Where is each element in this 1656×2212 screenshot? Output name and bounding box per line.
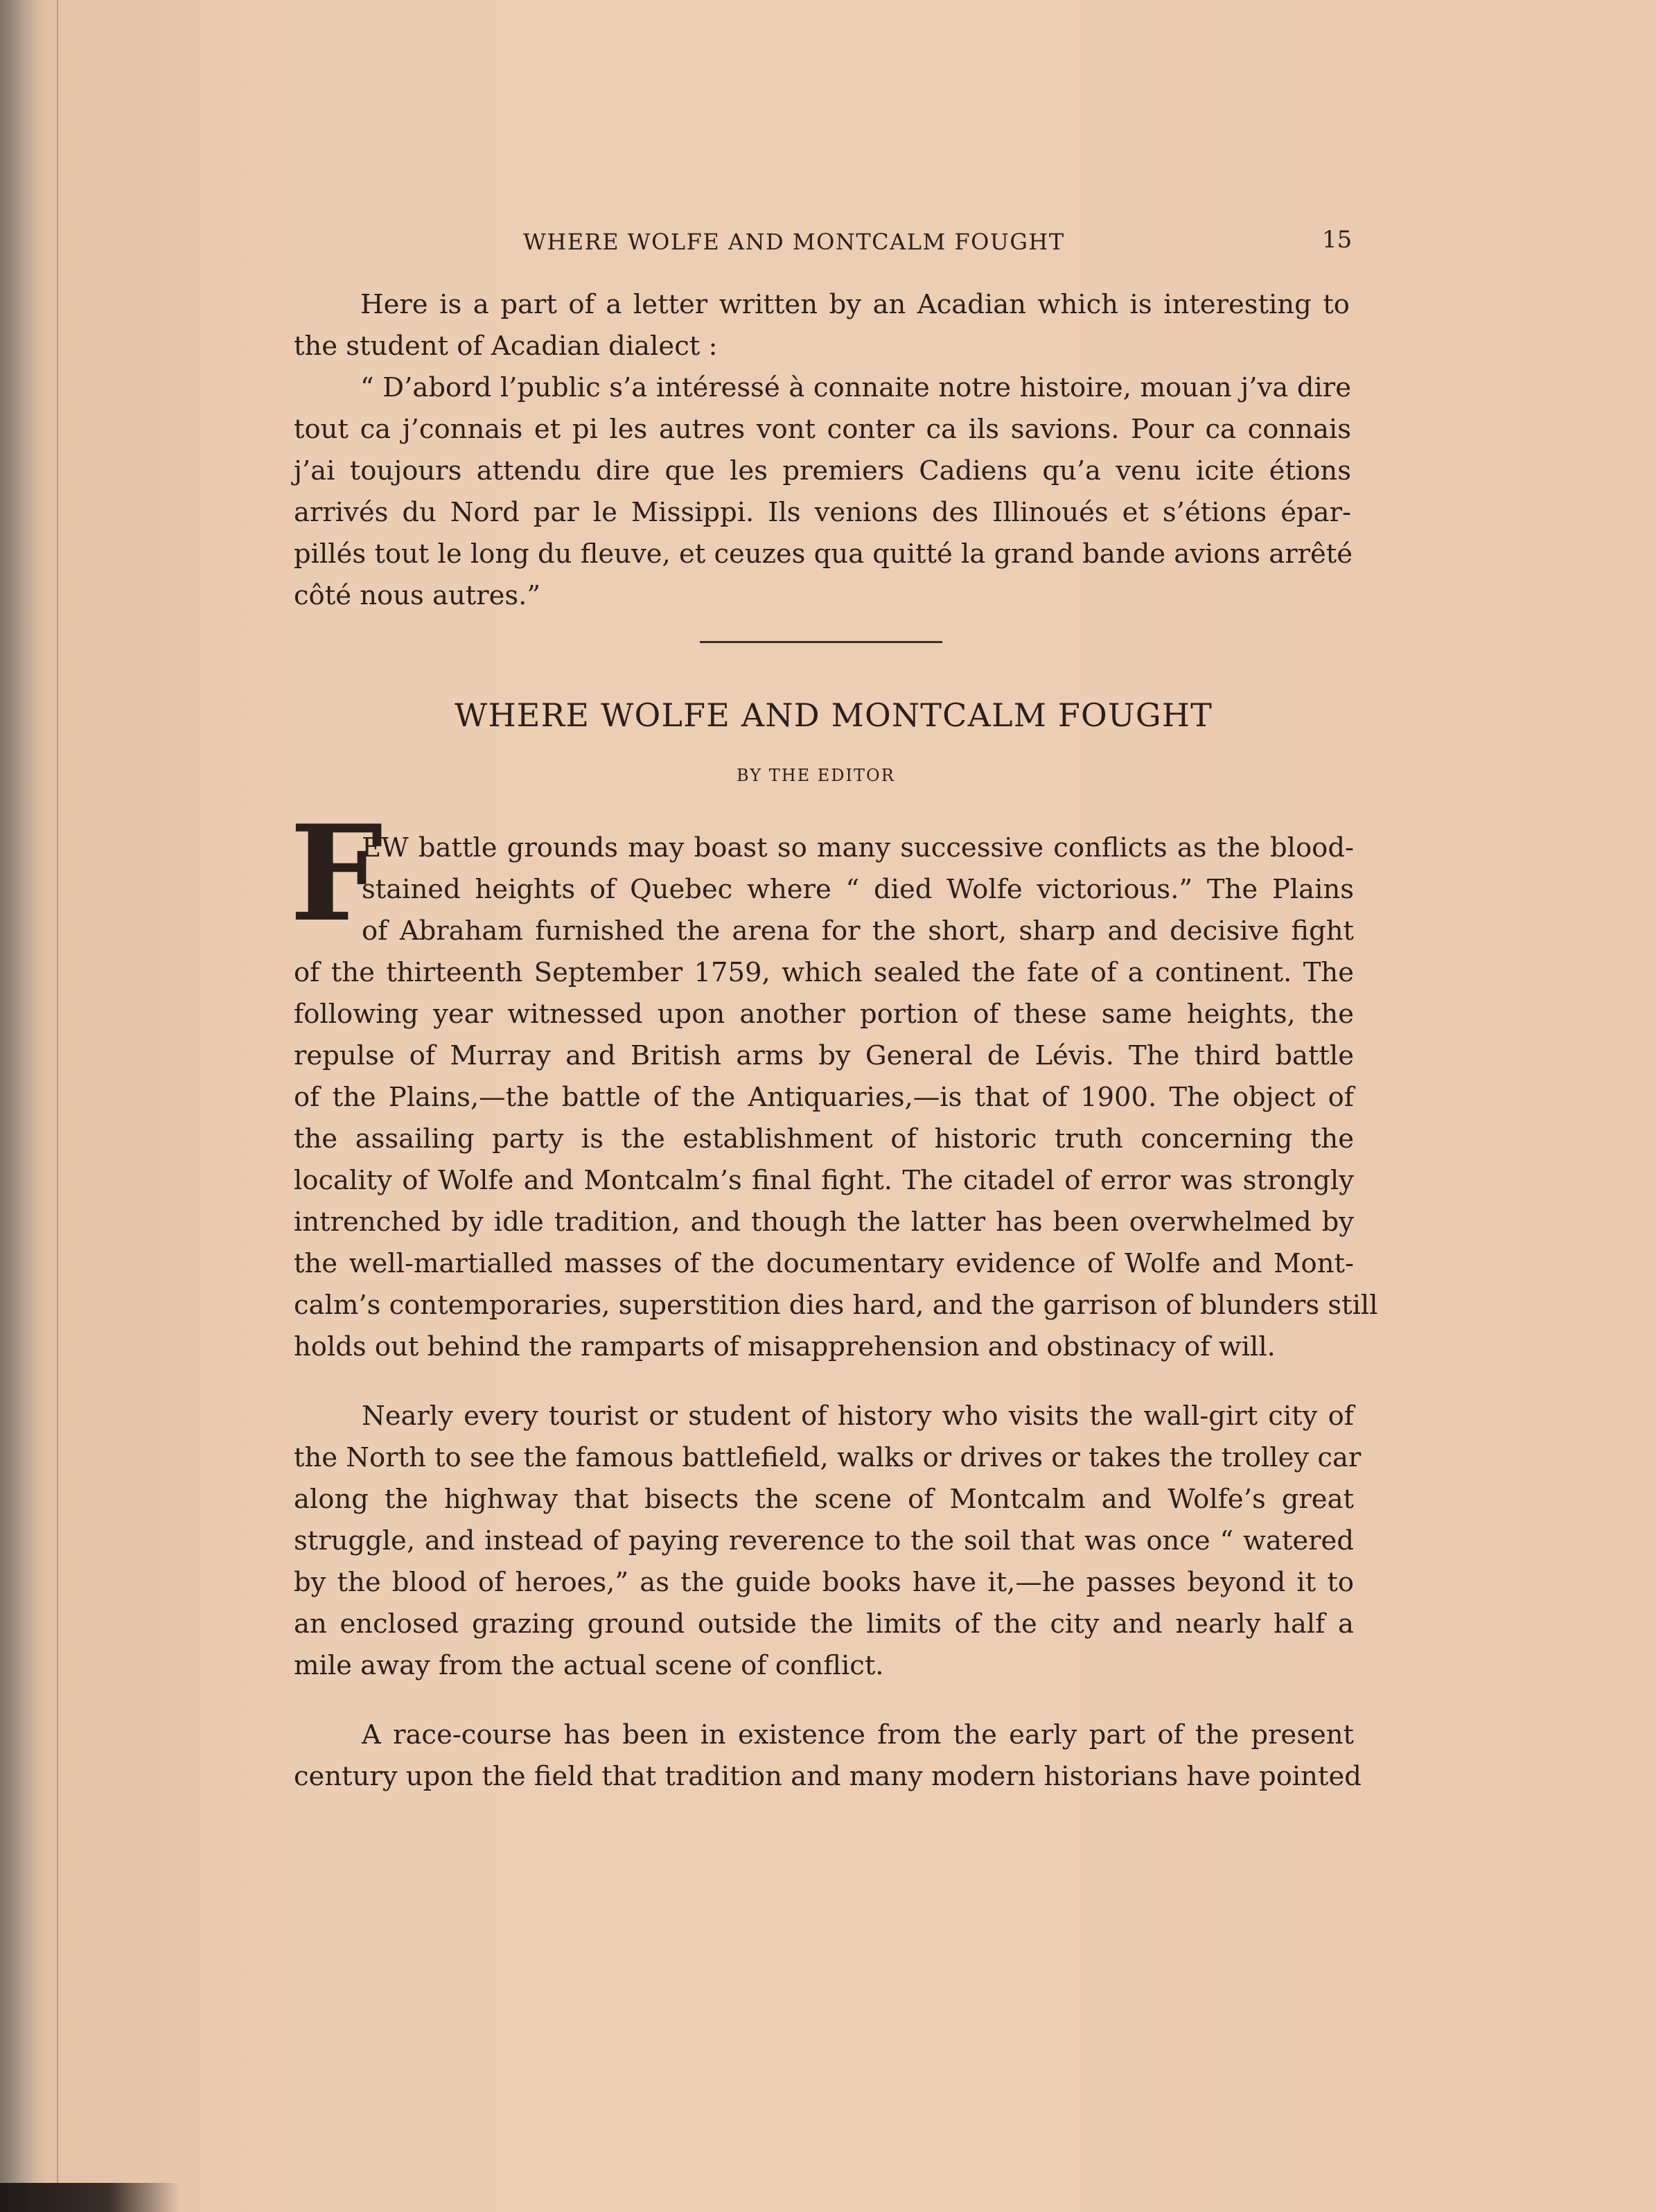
paragraph-line: struggle, and instead of paying reverence to the soil that was once “ watered xyxy=(294,1525,1354,1556)
paragraph-line: Nearly every tourist or student of history who visits the wall-girt city of xyxy=(362,1401,1354,1432)
paragraph-line: EW battle grounds may boast so many successive conflicts as the blood- xyxy=(362,832,1354,863)
byline: BY THE EDITOR xyxy=(737,766,895,785)
paragraph-line: the well-martialled masses of the documentary evidence of Wolfe and Mont- xyxy=(294,1248,1354,1279)
quote-line: tout ca j’connais et pi les autres vont conter ca ils savions. Pour ca connais xyxy=(294,414,1351,445)
paragraph-line: of the Plains,—the battle of the Antiquaries,—is that of 1900. The object of xyxy=(294,1082,1354,1113)
quote-line: “ D’abord l’public s’a intéressé à connaite notre histoire, mouan j’va dire xyxy=(360,372,1351,403)
paragraph-line: following year witnessed upon another portion of these same heights, the xyxy=(294,999,1354,1030)
quote-line: côté nous autres.” xyxy=(294,580,541,611)
paragraph-line: the North to see the famous battlefield, walks or drives or takes the trolley car xyxy=(294,1442,1362,1473)
paragraph-line: stained heights of Quebec where “ died Wolfe victorious.” The Plains xyxy=(362,874,1354,905)
section-divider xyxy=(700,641,942,643)
paragraph-line: holds out behind the ramparts of misapprehension and obstinacy of will. xyxy=(294,1331,1276,1362)
paragraph-line: A race-course has been in existence from the early part of the present xyxy=(362,1719,1354,1750)
page-number: 15 xyxy=(1322,226,1353,254)
paragraph-line: along the highway that bisects the scene of Montcalm and Wolfe’s great xyxy=(294,1484,1354,1515)
paragraph-line: century upon the field that tradition and many modern historians have pointed xyxy=(294,1761,1362,1792)
paragraph-line: by the blood of heroes,” as the guide books have it,—he passes beyond it to xyxy=(294,1567,1354,1598)
paragraph-line: repulse of Murray and British arms by General de Lévis. The third battle xyxy=(294,1040,1354,1071)
article-title: WHERE WOLFE AND MONTCALM FOUGHT xyxy=(455,696,1213,734)
quote-line: pillés tout le long du fleuve, et ceuzes qua quitté la grand bande avions arrêté xyxy=(294,538,1353,570)
intro-line: the student of Acadian dialect : xyxy=(294,331,718,362)
spine-edge xyxy=(57,0,58,2212)
quote-line: j’ai toujours attendu dire que les premiers Cadiens qu’a venu icite étions xyxy=(294,455,1351,486)
paragraph-line: locality of Wolfe and Montcalm’s final fight. The citadel of error was strongly xyxy=(294,1165,1354,1196)
book-spine-shadow xyxy=(0,0,49,2212)
paragraph-line: intrenched by idle tradition, and though the latter has been overwhelmed by xyxy=(294,1206,1354,1238)
paragraph-line: mile away from the actual scene of conflict. xyxy=(294,1650,884,1681)
quote-line: arrivés du Nord par le Missippi. Ils venions des Illinoués et s’étions épar- xyxy=(294,497,1351,528)
paragraph-line: of Abraham furnished the arena for the short, sharp and decisive fight xyxy=(362,915,1354,947)
intro-line: Here is a part of a letter written by an Acadian which is interesting to xyxy=(360,289,1350,320)
paragraph-line: of the thirteenth September 1759, which sealed the fate of a continent. The xyxy=(294,957,1354,988)
paragraph-line: an enclosed grazing ground outside the limits of the city and nearly half a xyxy=(294,1608,1354,1640)
running-head: WHERE WOLFE AND MONTCALM FOUGHT xyxy=(523,229,1065,255)
paragraph-line: calm’s contemporaries, superstition dies hard, and the garrison of blunders still xyxy=(294,1290,1378,1321)
bottom-shadow xyxy=(0,2183,180,2212)
paragraph-line: the assailing party is the establishment of historic truth concerning the xyxy=(294,1123,1354,1155)
drop-cap: F xyxy=(290,796,383,951)
